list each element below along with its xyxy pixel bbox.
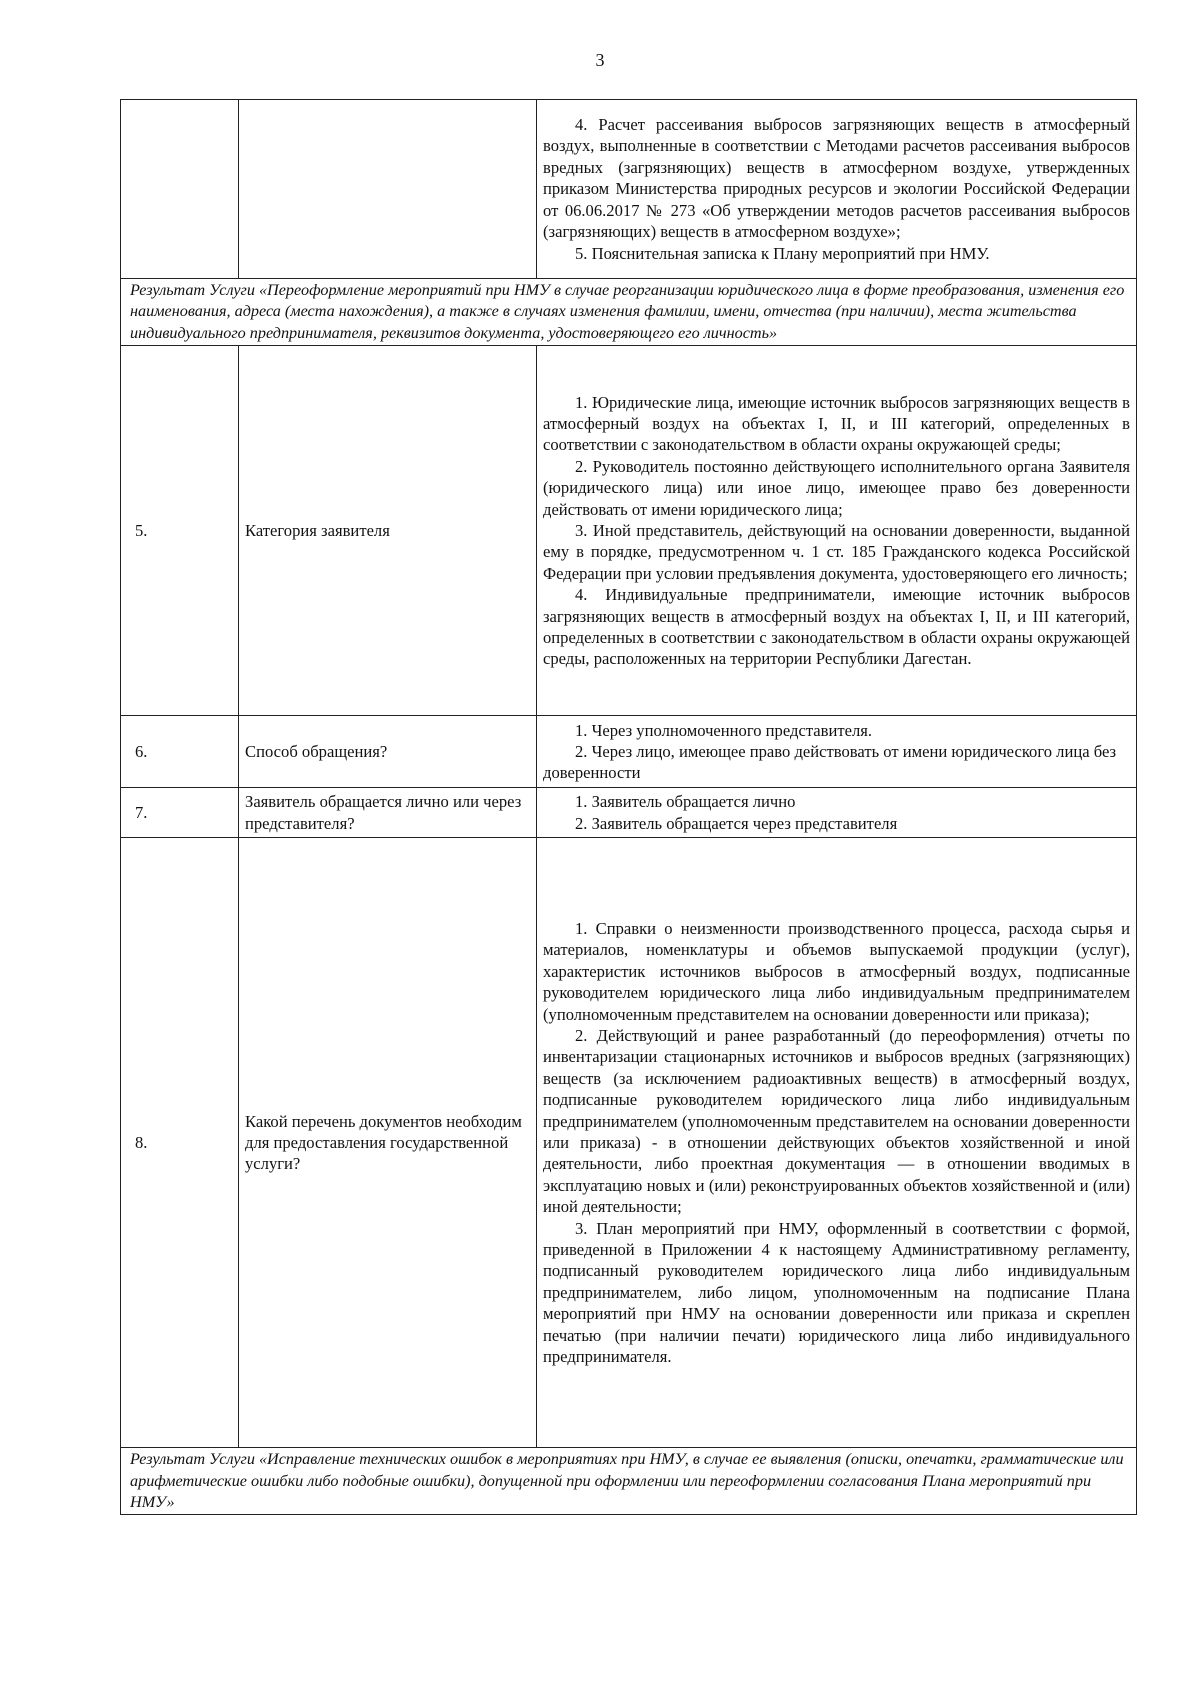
row-content-cell (537, 346, 1137, 716)
row-number-cell (121, 100, 239, 279)
list-item: 4. Индивидуальные предприниматели, имеющие источник выбросов загрязняющих веществ в атмосферный воздух на объектах I, II, и III категорий, определенных в соответствии с законодательством в области охраны окружающей среды, расположенных на территории Республики Дагестан. (543, 585, 1130, 669)
table-row-8 (121, 838, 1137, 1448)
row-content-cell (537, 788, 1137, 838)
row-label: Заявитель обращается лично или через представителя? (239, 788, 537, 838)
row-label: Категория заявителя (239, 346, 537, 716)
row-number: 6. (121, 716, 239, 788)
list-item: 2. Действующий и ранее разработанный (до переоформления) отчеты по инвентаризации стационарных источников и выбросов вредных (загрязняющих) веществ (за исключением радиоактивных веществ) в атмосферный воздух, подписанные руководителем юридического лица либо индивидуальным предпринимателем (уполномоченным представителем на основании доверенности или приказа) - в отношении действующих объектов хозяйственной и иной деятельности, либо проектная документация — в отношении вводимых в эксплуатацию новых и (или) реконструированных объектов хозяйственной и (или) иной деятельности; (543, 1025, 1130, 1217)
list-item: 2. Руководитель постоянно действующего исполнительного органа Заявителя (юридического лица) или иное лицо, имеющее право без доверенности действовать от имени юридического лица; (543, 456, 1130, 519)
row-label: Какой перечень документов необходим для предоставления государственной услуги? (239, 838, 537, 1448)
row-number: 5. (121, 346, 239, 716)
row-label-cell (239, 100, 537, 279)
list-item: 4. Расчет рассеивания выбросов загрязняющих веществ в атмосферный воздух, выполненные в соответствии с Методами расчетов рассеивания выбросов вредных (загрязняющих) веществ в атмосферном воздухе, утвержденных приказом Министерства природных ресурсов и экологии Российской Федерации от 06.06.2017 № 273 «Об утверждении методов расчетов рассеивания выбросов (загрязняющих) веществ в атмосферном воздухе»; (543, 115, 1130, 242)
row-content-cell (537, 100, 1137, 279)
list-item: 2. Заявитель обращается через представителя (575, 813, 898, 833)
table-row-continuation (121, 100, 1137, 279)
row-number: 8. (121, 838, 239, 1448)
row-content-cell (537, 716, 1137, 788)
table-row-5 (121, 346, 1137, 716)
table-row-6 (121, 716, 1137, 788)
list-item: 1. Через уполномоченного представителя. (575, 720, 873, 740)
list-item: 3. Иной представитель, действующий на основании доверенности, выданной ему в порядке, предусмотренном ч. 1 ст. 185 Гражданского кодекса Российской Федерации при условии предъявления документа, удостоверяющего его личность; (543, 521, 1130, 583)
list-item: 1. Юридические лица, имеющие источник выбросов загрязняющих веществ в атмосферный воздух на объектах I, II, и III категорий, определенных в соответствии с законодательством в области охраны окружающей среды; (543, 392, 1130, 455)
list-item: 2. Через лицо, имеющее право действовать от имени юридического лица без доверенности (543, 742, 1117, 783)
page-number: 3 (595, 50, 605, 70)
result-heading: Результат Услуги «Исправление технических ошибок в мероприятиях при НМУ, в случае ее выявления (описки, опечатки, грамматические или арифметические ошибки либо подобные ошибки), допущенной при оформлении или переоформлении согласования Плана мероприятий при НМУ» (121, 1448, 1137, 1515)
result-heading-row (121, 1448, 1137, 1515)
row-label: Способ обращения? (239, 716, 537, 788)
list-item: 1. Заявитель обращается лично (575, 792, 796, 812)
row-number: 7. (121, 788, 239, 838)
document-table (120, 99, 1137, 1515)
list-item: 3. План мероприятий при НМУ, оформленный в соответствии с формой, приведенной в Приложении 4 к настоящему Административному регламенту, подписанный руководителем юридического лица либо индивидуальным предпринимателем, либо лицом, уполномоченным на подписание Плана мероприятий при НМУ на основании доверенности или приказа и скреплен печатью (при наличии печати) юридического лица либо индивидуального предпринимателя. (543, 1218, 1130, 1367)
table-row-7 (121, 788, 1137, 838)
row-content-cell (537, 838, 1137, 1448)
result-heading-row (121, 279, 1137, 346)
result-heading: Результат Услуги «Переоформление мероприятий при НМУ в случае реорганизации юридического лица в форме преобразования, изменения его наименования, адреса (места нахождения), а также в случаях изменения фамилии, имени, отчества (при наличии), места жительства индивидуального предпринимателя, реквизитов документа, удостоверяющего его личность» (121, 279, 1137, 346)
list-item: 1. Справки о неизменности производственного процесса, расхода сырья и материалов, номенклатуры и объемов выпускаемой продукции (услуг), характеристик источников выбросов в атмосферный воздух, подписанные руководителем юридического лица либо индивидуальным предпринимателем (уполномоченным представителем на основании доверенности или приказа); (543, 918, 1130, 1024)
list-item: 5. Пояснительная записка к Плану мероприятий при НМУ. (575, 243, 990, 263)
